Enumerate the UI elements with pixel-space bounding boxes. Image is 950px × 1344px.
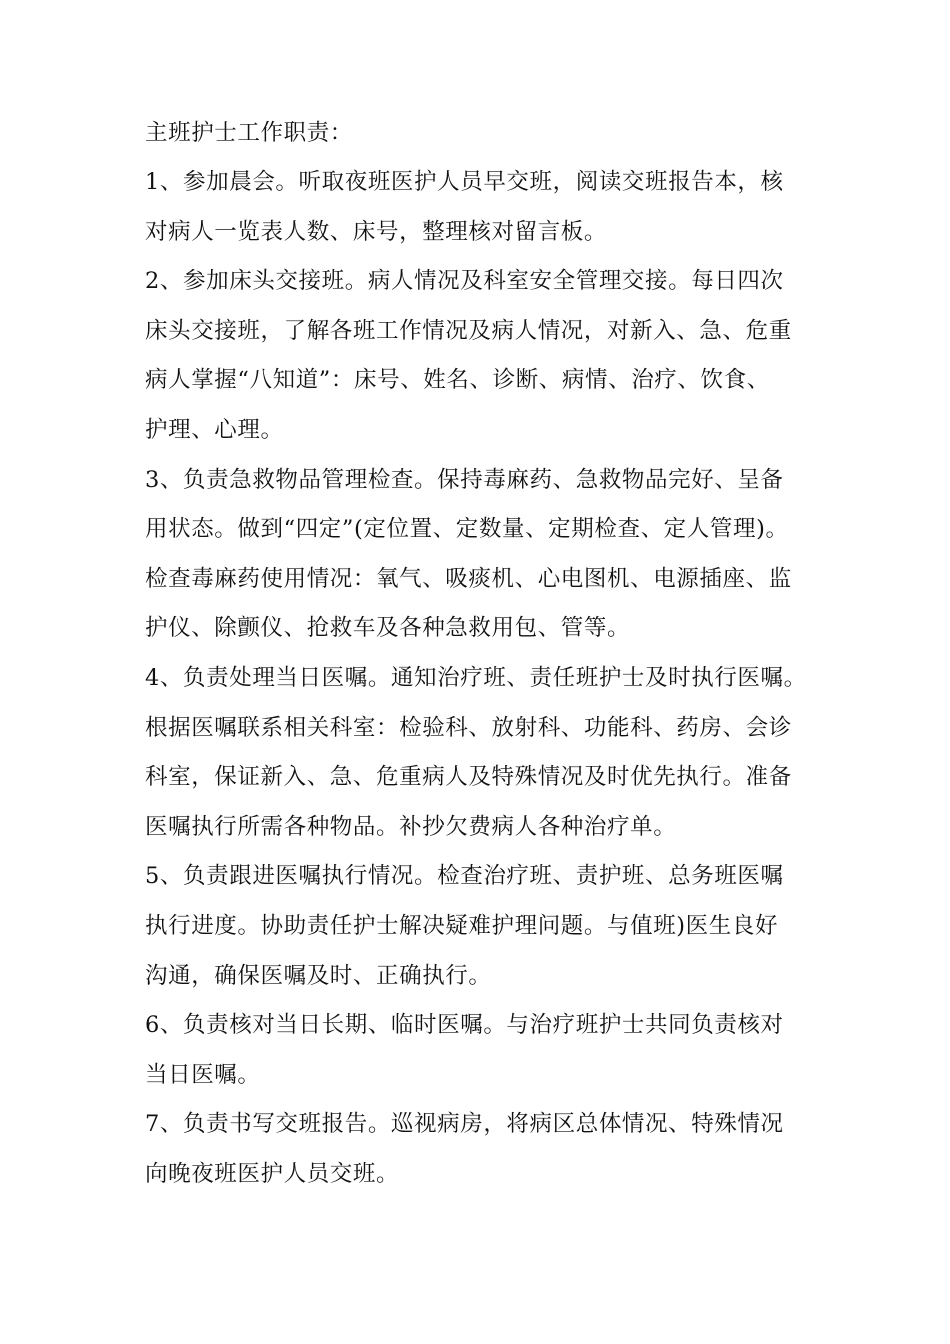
duty-2-line-2: 床头交接班，了解各班工作情况及病人情况，对新入、急、危重 <box>145 317 792 344</box>
duty-item-2 <box>145 257 810 455</box>
duty-5-line-1: 5、负责跟进医嘱执行情况。检查治疗班、责护班、总务班医嘱 <box>145 863 784 890</box>
duty-3-line-4: 护仪、除颤仪、抢救车及各种急救用包、管等。 <box>145 615 631 642</box>
duty-5-line-2: 执行进度。协助责任护士解决疑难护理问题。与值班)医生良好 <box>145 912 779 939</box>
duty-1-line-1: 1、参加晨会。听取夜班医护人员早交班，阅读交班报告本，核 <box>145 169 784 195</box>
duty-7-line-1: 7、负责书写交班报告。巡视病房，将病区总体情况、特殊情况 <box>145 1111 784 1138</box>
duty-2-line-3: 病人掌握“八知道”：床号、姓名、诊断、病情、治疗、饮食、 <box>145 367 770 394</box>
duty-4-line-3: 科室，保证新入、急、危重病人及特殊情况及时优先执行。准备 <box>145 764 792 791</box>
duty-3-line-2: 用状态。做到“四定”(定位置、定数量、定期检查、定人管理)。 <box>145 516 789 543</box>
duty-3-line-1: 3、负责急救物品管理检查。保持毒麻药、急救物品完好、呈备 <box>145 466 784 493</box>
duty-1-line-2: 对病人一览表人数、床号，整理核对留言板。 <box>145 218 608 245</box>
duty-item-7 <box>145 1100 810 1199</box>
duty-4-line-4: 医嘱执行所需各种物品。补抄欠费病人各种治疗单。 <box>145 813 677 840</box>
duty-6-line-2: 当日医嘱。 <box>145 1061 261 1088</box>
duty-item-5 <box>145 852 810 1001</box>
duty-4-line-1: 4、负责处理当日医嘱。通知治疗班、责任班护士及时执行医嘱。 <box>145 664 807 691</box>
duty-6-line-1: 6、负责核对当日长期、临时医嘱。与治疗班护士共同负责核对 <box>145 1012 784 1039</box>
duty-item-4 <box>145 654 810 852</box>
duty-2-line-4: 护理、心理。 <box>145 416 284 443</box>
duty-3-line-3: 检查毒麻药使用情况：氧气、吸痰机、心电图机、电源插座、监 <box>145 565 792 592</box>
duty-item-3 <box>145 456 810 654</box>
document-title: 主班护士工作职责： <box>145 120 353 146</box>
duty-list <box>145 158 810 1199</box>
duty-5-line-3: 沟通，确保医嘱及时、正确执行。 <box>145 962 492 989</box>
duty-item-6 <box>145 1001 810 1100</box>
duty-7-line-2: 向晚夜班医护人员交班。 <box>145 1160 400 1187</box>
duty-4-line-2: 根据医嘱联系相关科室：检验科、放射科、功能科、药房、会诊 <box>145 714 792 741</box>
duty-2-line-1: 2、参加床头交接班。病人情况及科室安全管理交接。每日四次 <box>145 268 784 295</box>
duty-item-1 <box>145 158 810 257</box>
